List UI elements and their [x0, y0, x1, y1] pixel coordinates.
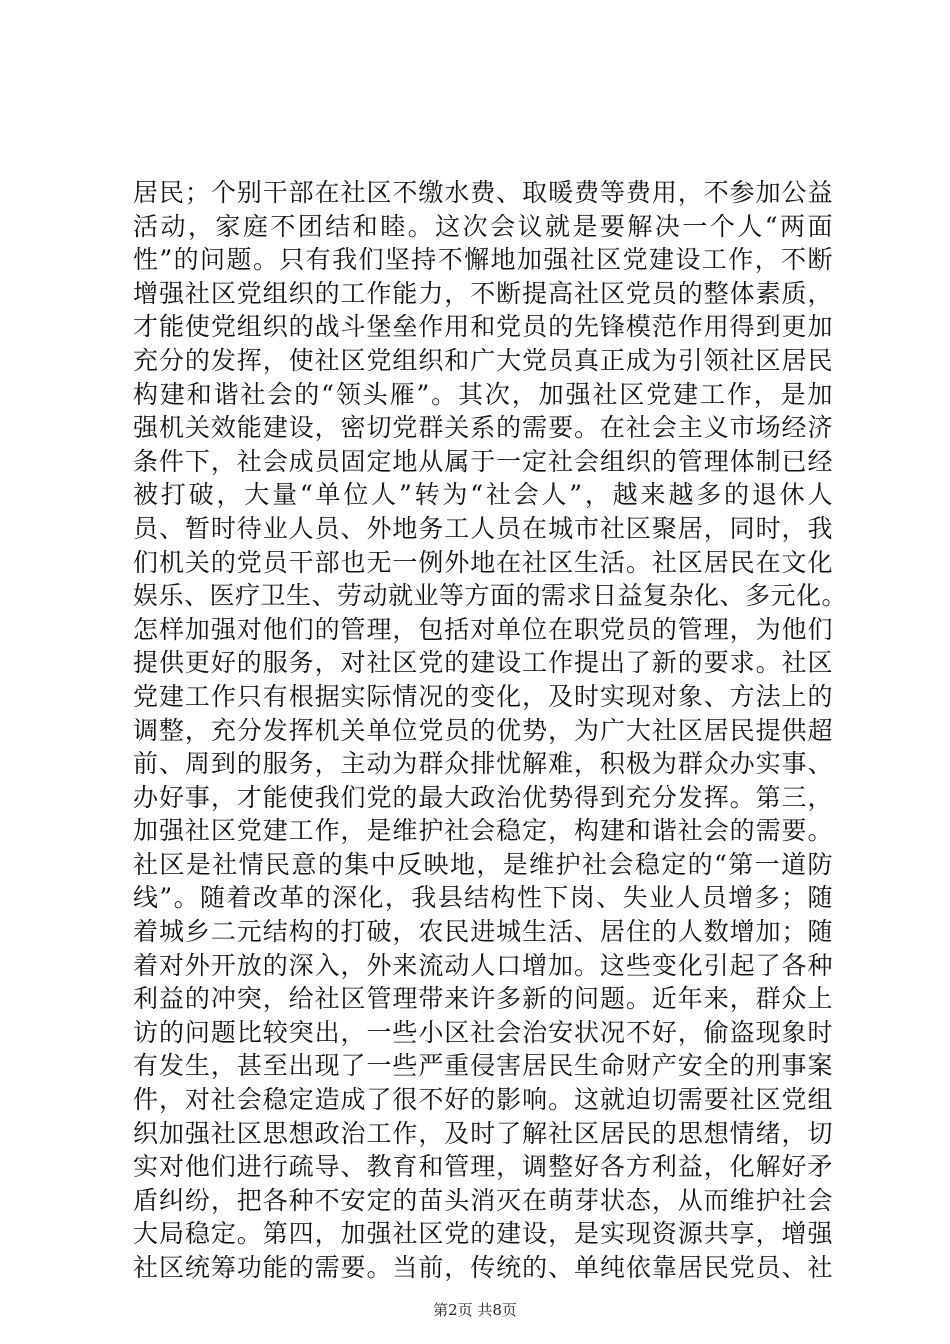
text-line: 才能使党组织的战斗堡垒作用和党员的先锋模范作用得到更加 [133, 312, 833, 342]
text-line: 件，对社会稳定造成了很不好的影响。这就迫切需要社区党组 [133, 1085, 833, 1115]
text-line: 前、周到的服务，主动为群众排忧解难，积极为群众办实事、 [133, 749, 833, 779]
text-line: 强机关效能建设，密切党群关系的需要。在社会主义市场经济 [133, 413, 833, 443]
text-line: 条件下，社会成员固定地从属于一定社会组织的管理体制已经 [133, 446, 833, 476]
text-line: 增强社区党组织的工作能力，不断提高社区党员的整体素质， [133, 278, 833, 308]
text-line: 员、暂时待业人员、外地务工人员在城市社区聚居，同时，我 [133, 513, 833, 543]
body-text [133, 176, 848, 1285]
text-line: 着城乡二元结构的打破，农民进城生活、居住的人数增加；随 [133, 917, 833, 947]
text-line: 织加强社区思想政治工作，及时了解社区居民的思想情绪，切 [133, 1118, 833, 1148]
page-footer: 第2页 共8页 [433, 1301, 517, 1319]
text-line: 们机关的党员干部也无一例外地在社区生活。社区居民在文化 [133, 547, 833, 577]
text-line: 性”的问题。只有我们坚持不懈地加强社区党建设工作，不断 [133, 245, 833, 275]
text-line: 怎样加强对他们的管理，包括对单位在职党员的管理，为他们 [133, 614, 833, 644]
text-line: 构建和谐社会的“领头雁”。其次，加强社区党建工作，是加 [133, 379, 833, 409]
text-line: 线”。随着改革的深化，我县结构性下岗、失业人员增多；随 [133, 883, 833, 913]
text-line: 办好事，才能使我们党的最大政治优势得到充分发挥。第三， [133, 782, 833, 812]
text-line: 娱乐、医疗卫生、劳动就业等方面的需求日益复杂化、多元化。 [133, 581, 848, 611]
text-line: 调整，充分发挥机关单位党员的优势，为广大社区居民提供超 [133, 715, 833, 745]
text-line: 居民；个别干部在社区不缴水费、取暖费等费用，不参加公益 [133, 178, 833, 207]
text-line: 提供更好的服务，对社区党的建设工作提出了新的要求。社区 [133, 648, 833, 678]
text-line: 大局稳定。第四，加强社区党的建设，是实现资源共享，增强 [133, 1219, 833, 1249]
text-line: 活动，家庭不团结和睦。这次会议就是要解决一个人“两面 [133, 211, 833, 241]
text-line: 有发生，甚至出现了一些严重侵害居民生命财产安全的刑事案 [133, 1051, 833, 1081]
text-line: 党建工作只有根据实际情况的变化，及时实现对象、方法上的 [133, 681, 833, 711]
text-line: 加强社区党建工作，是维护社会稳定，构建和谐社会的需要。 [133, 816, 833, 846]
text-line: 着对外开放的深入，外来流动人口增加。这些变化引起了各种 [133, 950, 833, 980]
text-line: 社区统筹功能的需要。当前，传统的、单纯依靠居民党员、社 [133, 1253, 833, 1282]
text-line: 利益的冲突，给社区管理带来许多新的问题。近年来，群众上 [133, 984, 833, 1014]
text-line: 充分的发挥，使社区党组织和广大党员真正成为引领社区居民 [133, 345, 833, 375]
text-line: 实对他们进行疏导、教育和管理，调整好各方利益，化解好矛 [133, 1152, 833, 1182]
text-line: 被打破，大量“单位人”转为“社会人”，越来越多的退休人 [133, 480, 833, 510]
text-line: 社区是社情民意的集中反映地，是维护社会稳定的“第一道防 [133, 849, 833, 879]
text-line: 盾纠纷，把各种不安定的苗头消灭在萌芽状态，从而维护社会 [133, 1185, 833, 1215]
text-line: 访的问题比较突出，一些小区社会治安状况不好，偷盗现象时 [133, 1017, 833, 1047]
